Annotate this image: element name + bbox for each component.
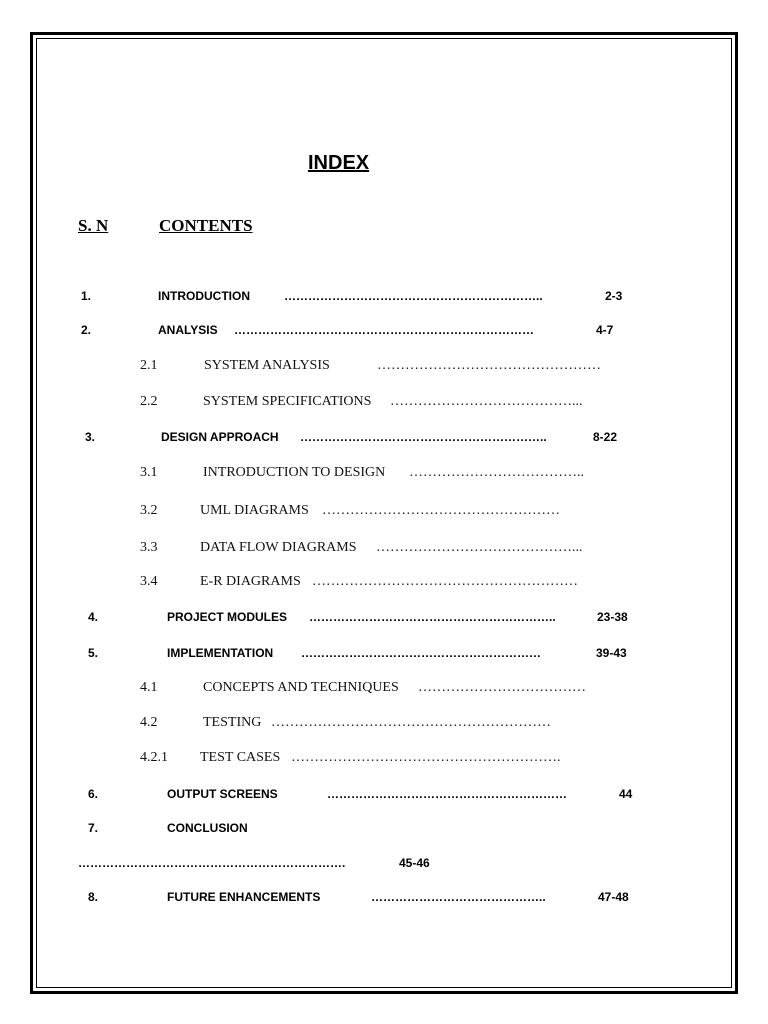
row-leader: ……………………………………………………..	[300, 430, 547, 444]
row-leader: …………………………………………………………………	[234, 323, 534, 337]
row-leader: ……………………………………………………	[301, 646, 541, 660]
row-num: 7.	[88, 821, 99, 835]
row-leader: …………………………………………	[377, 358, 601, 373]
row-num: 4.2.1	[140, 750, 168, 765]
row-leader: ………………………………..	[409, 465, 584, 480]
row-label: ANALYSIS	[158, 323, 218, 337]
row-label: PROJECT MODULES	[167, 610, 288, 624]
row-num: 3.3	[140, 540, 158, 555]
row-label: CONCLUSION	[167, 821, 248, 835]
page-title: INDEX	[308, 152, 370, 174]
row-label: E-R DIAGRAMS	[200, 574, 301, 589]
row-num: 6.	[88, 787, 99, 801]
row-num: 1.	[81, 289, 92, 303]
row-label: OUTPUT SCREENS	[167, 787, 278, 801]
row-pages: 4-7	[596, 323, 614, 337]
row-num: 4.2	[140, 715, 158, 730]
header-contents: CONTENTS	[159, 216, 253, 235]
row-label: TEST CASES	[200, 750, 281, 765]
row-label: UML DIAGRAMS	[200, 503, 309, 518]
row-leader: …………………………………...	[390, 394, 583, 409]
row-label: CONCEPTS AND TECHNIQUES	[203, 680, 399, 695]
row-num: 4.	[88, 610, 99, 624]
row-num: 3.	[85, 430, 96, 444]
row-label: INTRODUCTION TO DESIGN	[203, 465, 386, 480]
row-num: 2.	[81, 323, 92, 337]
row-label: DATA FLOW DIAGRAMS	[200, 540, 357, 555]
row-num: 2.2	[140, 394, 158, 409]
row-label: SYSTEM ANALYSIS	[204, 358, 330, 373]
row-leader: ……………………………………………	[322, 503, 560, 518]
row-pages: 2-3	[605, 289, 623, 303]
row-pages: 23-38	[597, 610, 628, 624]
row-leader: ………………………………	[418, 680, 586, 695]
row-label: IMPLEMENTATION	[167, 646, 274, 660]
row-pages: 47-48	[598, 890, 629, 904]
header-sn: S. N	[78, 216, 109, 235]
row-num: 2.1	[140, 358, 158, 373]
row-pages: 45-46	[399, 856, 430, 870]
row-num: 3.2	[140, 503, 158, 518]
row-leader: ……………………………………...	[376, 540, 583, 555]
row-pages: 8-22	[593, 430, 618, 444]
row-num: 8.	[88, 890, 99, 904]
row-label: TESTING	[203, 715, 262, 730]
row-leader: …………………………………………………	[312, 574, 578, 589]
row-leader: ……………………………………………………	[327, 787, 567, 801]
row-num: 3.4	[140, 574, 158, 589]
row-num: 4.1	[140, 680, 158, 695]
row-label: INTRODUCTION	[158, 289, 250, 303]
row-pages: 39-43	[596, 646, 627, 660]
row-num: 3.1	[140, 465, 158, 480]
row-pages: 44	[619, 787, 633, 801]
row-leader: ………………………………………………….	[291, 750, 561, 765]
row-num: 5.	[88, 646, 99, 660]
row-leader: ……………………………………..	[371, 890, 546, 904]
row-label: FUTURE ENHANCEMENTS	[167, 890, 321, 904]
row-leader: ………………………………………………………..	[284, 289, 543, 303]
row-label: DESIGN APPROACH	[161, 430, 279, 444]
row-leader: ……………………………………………………	[271, 715, 551, 730]
row-leader: ……………………………………………………..	[309, 610, 556, 624]
row-leader: ………………………………………………………….	[78, 856, 346, 870]
row-label: SYSTEM SPECIFICATIONS	[203, 394, 372, 409]
